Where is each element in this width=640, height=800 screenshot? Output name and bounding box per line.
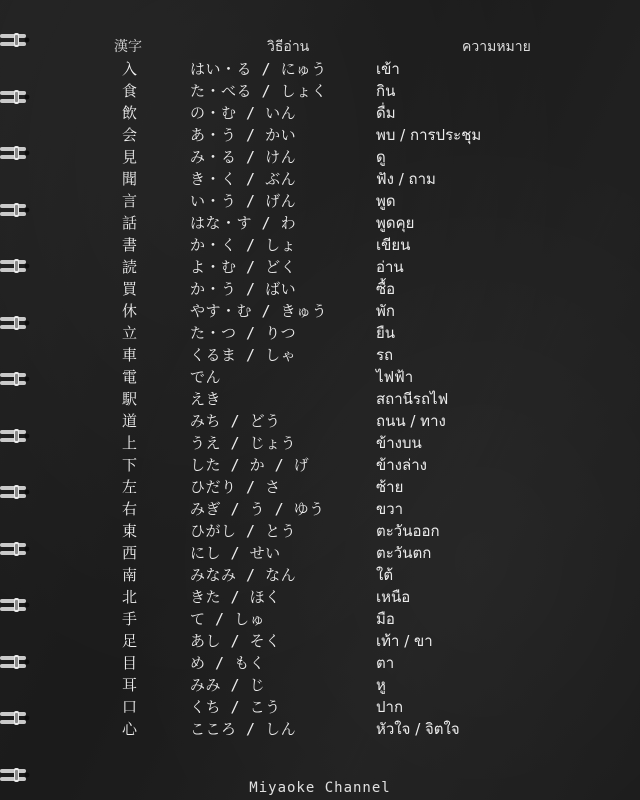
table-row	[0, 674, 640, 696]
table-row	[0, 102, 640, 124]
kanji-cell: 手	[122, 610, 138, 628]
reading-cell: あ・う / かい	[190, 126, 297, 144]
kanji-cell: 言	[122, 192, 138, 210]
meaning-cell: ข้างล่าง	[376, 456, 427, 474]
table-row	[0, 366, 640, 388]
meaning-cell: ขวา	[376, 500, 404, 518]
reading-cell: ひがし / とう	[190, 522, 297, 540]
table-row	[0, 190, 640, 212]
meaning-cell: พัก	[376, 302, 395, 320]
table-row	[0, 454, 640, 476]
kanji-cell: 上	[122, 434, 138, 452]
kanji-cell: 電	[122, 368, 138, 386]
meaning-cell: อ่าน	[376, 258, 404, 276]
table-row	[0, 652, 640, 674]
kanji-cell: 右	[122, 500, 138, 518]
table-row	[0, 564, 640, 586]
reading-cell: はな・す / わ	[190, 214, 297, 232]
header-kanji: 漢字	[114, 39, 142, 55]
table-row	[0, 718, 640, 740]
kanji-cell: 道	[122, 412, 138, 430]
reading-cell: うえ / じょう	[190, 434, 297, 452]
reading-cell: にし / せい	[190, 544, 281, 562]
table-row	[0, 388, 640, 410]
header-reading: วิธีอ่าน	[267, 39, 310, 55]
meaning-cell: ยืน	[376, 324, 396, 342]
kanji-cell: 会	[122, 126, 138, 144]
kanji-cell: 買	[122, 280, 138, 298]
reading-cell: こころ / しん	[190, 720, 297, 738]
header-meaning: ความหมาย	[462, 39, 531, 55]
kanji-cell: 耳	[122, 676, 138, 694]
reading-cell: やす・む / きゅう	[190, 302, 328, 320]
table-row	[0, 256, 640, 278]
reading-cell: した / か / げ	[190, 456, 310, 474]
meaning-cell: เหนือ	[376, 588, 411, 606]
kanji-cell: 口	[122, 698, 138, 716]
table-row	[0, 300, 640, 322]
kanji-table	[0, 58, 640, 740]
reading-cell: か・う / ばい	[190, 280, 297, 298]
meaning-cell: หู	[376, 676, 386, 694]
kanji-cell: 飲	[122, 104, 138, 122]
kanji-cell: 南	[122, 566, 138, 584]
kanji-cell: 目	[122, 654, 138, 672]
meaning-cell: พูด	[376, 192, 396, 210]
table-row	[0, 432, 640, 454]
table-row	[0, 520, 640, 542]
meaning-cell: มือ	[376, 610, 395, 628]
table-row	[0, 476, 640, 498]
kanji-cell: 書	[122, 236, 138, 254]
kanji-cell: 北	[122, 588, 138, 606]
reading-cell: よ・む / どく	[190, 258, 297, 276]
reading-cell: あし / そく	[190, 632, 281, 650]
table-row	[0, 586, 640, 608]
reading-cell: くち / こう	[190, 698, 281, 716]
reading-cell: て / しゅ	[190, 610, 266, 628]
kanji-cell: 心	[122, 720, 138, 738]
reading-cell: み・る / けん	[190, 148, 297, 166]
reading-cell: ひだり / さ	[190, 478, 281, 496]
kanji-cell: 休	[122, 302, 138, 320]
reading-cell: でん	[190, 368, 222, 386]
kanji-cell: 東	[122, 522, 138, 540]
meaning-cell: ตะวันออก	[376, 522, 440, 540]
footer-credit: Miyaoke Channel	[249, 780, 391, 796]
meaning-cell: สถานีรถไฟ	[376, 390, 449, 408]
kanji-cell: 車	[122, 346, 138, 364]
table-row	[0, 410, 640, 432]
kanji-cell: 駅	[122, 390, 138, 408]
kanji-cell: 聞	[122, 170, 138, 188]
table-row	[0, 498, 640, 520]
reading-cell: えき	[190, 390, 222, 408]
table-header	[0, 36, 640, 58]
kanji-cell: 下	[122, 456, 138, 474]
table-row	[0, 344, 640, 366]
table-row	[0, 630, 640, 652]
table-row	[0, 696, 640, 718]
meaning-cell: ฟัง / ถาม	[376, 170, 436, 188]
reading-cell: き・く / ぶん	[190, 170, 297, 188]
reading-cell: みぎ / う / ゆう	[190, 500, 325, 518]
table-row	[0, 58, 640, 80]
meaning-cell: ถนน / ทาง	[376, 412, 446, 430]
table-row	[0, 146, 640, 168]
reading-cell: め / もく	[190, 654, 266, 672]
meaning-cell: ไฟฟ้า	[376, 368, 414, 386]
kanji-cell: 西	[122, 544, 138, 562]
reading-cell: はい・る / にゅう	[190, 60, 327, 78]
kanji-cell: 足	[122, 632, 138, 650]
meaning-cell: ตา	[376, 654, 395, 672]
meaning-cell: เข้า	[376, 60, 400, 78]
meaning-cell: รถ	[376, 346, 394, 364]
meaning-cell: เท้า / ขา	[376, 632, 433, 650]
meaning-cell: ตะวันตก	[376, 544, 432, 562]
reading-cell: か・く / しょ	[190, 236, 297, 254]
kanji-cell: 立	[122, 324, 138, 342]
reading-cell: きた / ほく	[190, 588, 281, 606]
reading-cell: みち / どう	[190, 412, 281, 430]
reading-cell: の・む / いん	[190, 104, 297, 122]
table-row	[0, 234, 640, 256]
kanji-cell: 入	[122, 60, 138, 78]
table-row	[0, 542, 640, 564]
meaning-cell: ซ้าย	[376, 478, 404, 496]
table-row	[0, 322, 640, 344]
meaning-cell: ข้างบน	[376, 434, 422, 452]
table-row	[0, 124, 640, 146]
table-row	[0, 212, 640, 234]
reading-cell: みなみ / なん	[190, 566, 297, 584]
meaning-cell: เขียน	[376, 236, 411, 254]
meaning-cell: ดู	[376, 148, 386, 166]
meaning-cell: ซื้อ	[376, 280, 396, 298]
reading-cell: た・べる / しょく	[190, 82, 328, 100]
reading-cell: みみ / じ	[190, 676, 266, 694]
kanji-cell: 左	[122, 478, 138, 496]
kanji-cell: 食	[122, 82, 138, 100]
meaning-cell: ใต้	[376, 566, 394, 584]
table-row	[0, 168, 640, 190]
kanji-cell: 見	[122, 148, 138, 166]
kanji-cell: 話	[122, 214, 138, 232]
reading-cell: い・う / げん	[190, 192, 297, 210]
meaning-cell: พบ / การประชุม	[376, 126, 482, 144]
meaning-cell: กิน	[376, 82, 396, 100]
table-row	[0, 608, 640, 630]
reading-cell: くるま / しゃ	[190, 346, 297, 364]
meaning-cell: หัวใจ / จิตใจ	[376, 720, 460, 738]
reading-cell: た・つ / りつ	[190, 324, 297, 342]
table-row	[0, 278, 640, 300]
meaning-cell: พูดคุย	[376, 214, 415, 232]
kanji-cell: 読	[122, 258, 138, 276]
meaning-cell: ปาก	[376, 698, 404, 716]
meaning-cell: ดื่ม	[376, 104, 396, 122]
table-row	[0, 80, 640, 102]
